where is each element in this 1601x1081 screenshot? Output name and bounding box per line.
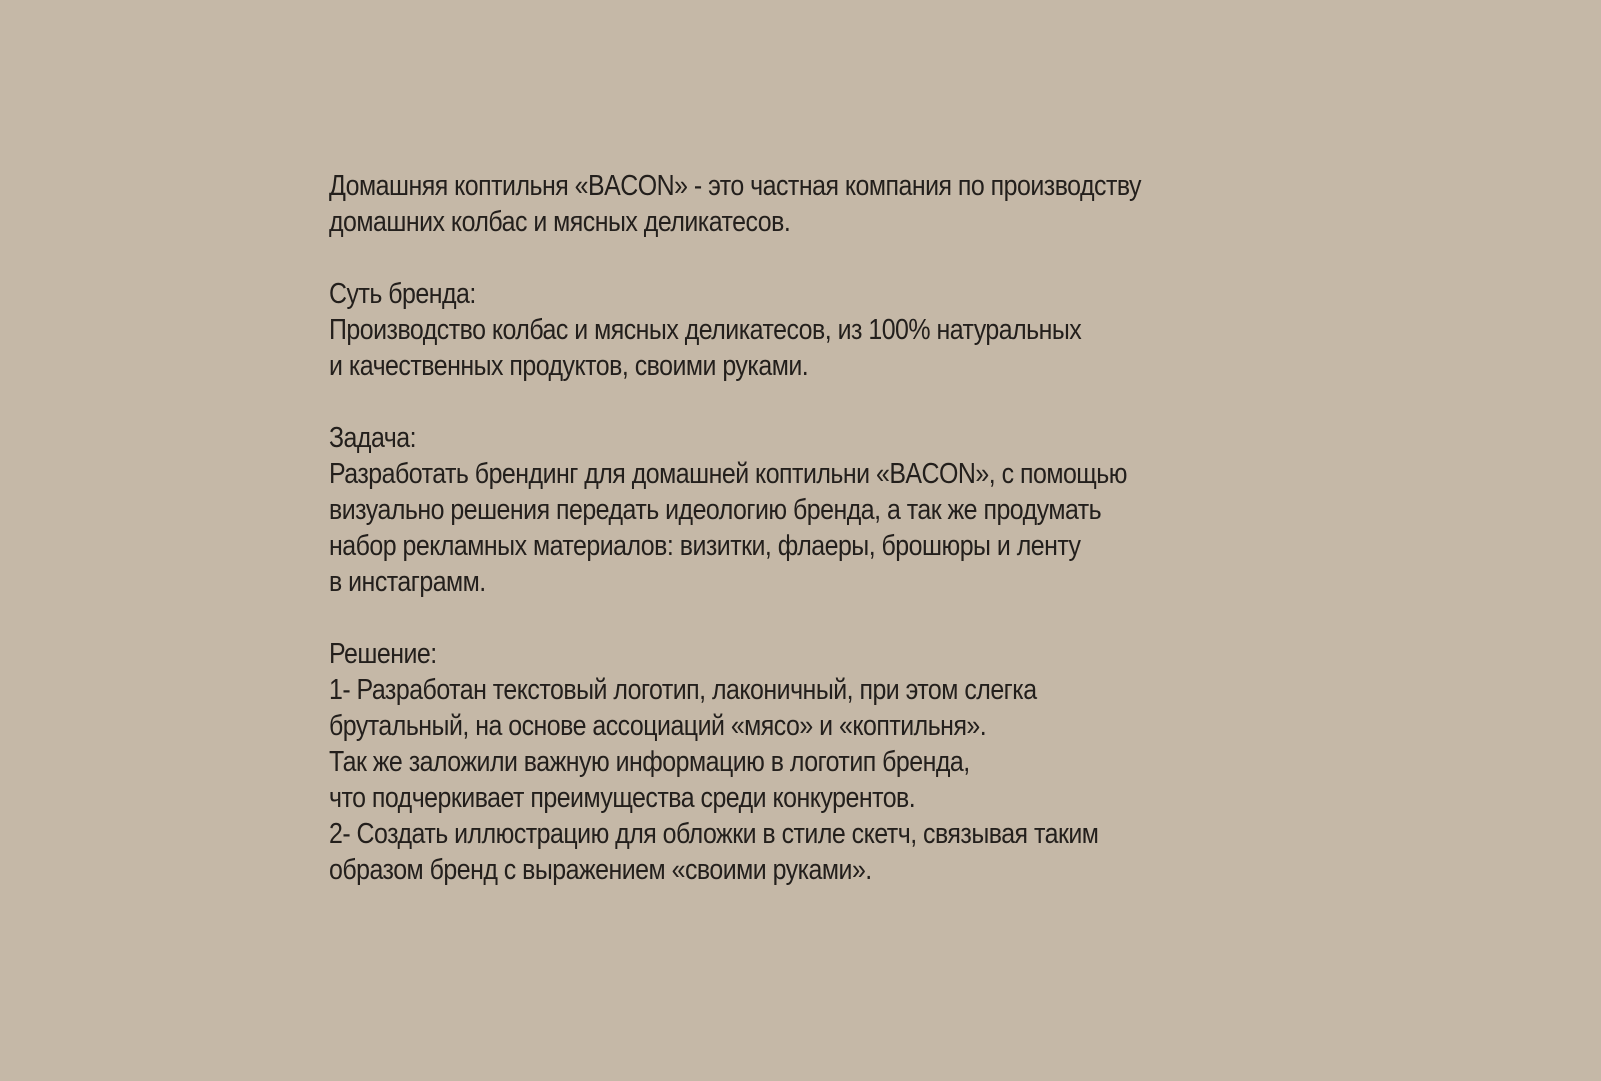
brand-essence-heading: Суть бренда: — [329, 278, 476, 310]
solution-line: Так же заложили важную информацию в логотип бренда, — [329, 746, 970, 778]
solution-line: брутальный, на основе ассоциаций «мясо» и «коптильня». — [329, 710, 987, 742]
solution-line: 2- Создать иллюстрацию для обложки в стиле скетч, связывая таким — [329, 818, 1099, 850]
task-line: Разработать брендинг для домашней коптильни «BACON», с помощью — [329, 458, 1127, 490]
task-line: набор рекламных материалов: визитки, флаеры, брошюры и ленту — [329, 530, 1081, 562]
solution-heading: Решение: — [329, 638, 437, 670]
task-heading: Задача: — [329, 422, 416, 454]
task-section — [329, 420, 1275, 600]
brand-essence-section — [329, 276, 1275, 384]
task-line: в инстаграмм. — [329, 566, 486, 598]
solution-line: что подчеркивает преимущества среди конкурентов. — [329, 782, 916, 814]
intro-paragraph — [329, 168, 1275, 240]
solution-section — [329, 636, 1275, 888]
task-line: визуально решения передать идеологию бренда, а так же продумать — [329, 494, 1102, 526]
solution-line: 1- Разработан текстовый логотип, лаконичный, при этом слегка — [329, 674, 1037, 706]
solution-line: образом бренд с выражением «своими руками». — [329, 854, 872, 886]
intro-line: Домашняя коптильня «BACON» - это частная компания по производству — [329, 170, 1142, 202]
project-description — [329, 168, 1275, 924]
intro-line: домашних колбас и мясных деликатесов. — [329, 206, 791, 238]
brand-essence-line: и качественных продуктов, своими руками. — [329, 350, 809, 382]
brand-essence-line: Производство колбас и мясных деликатесов, из 100% натуральных — [329, 314, 1082, 346]
